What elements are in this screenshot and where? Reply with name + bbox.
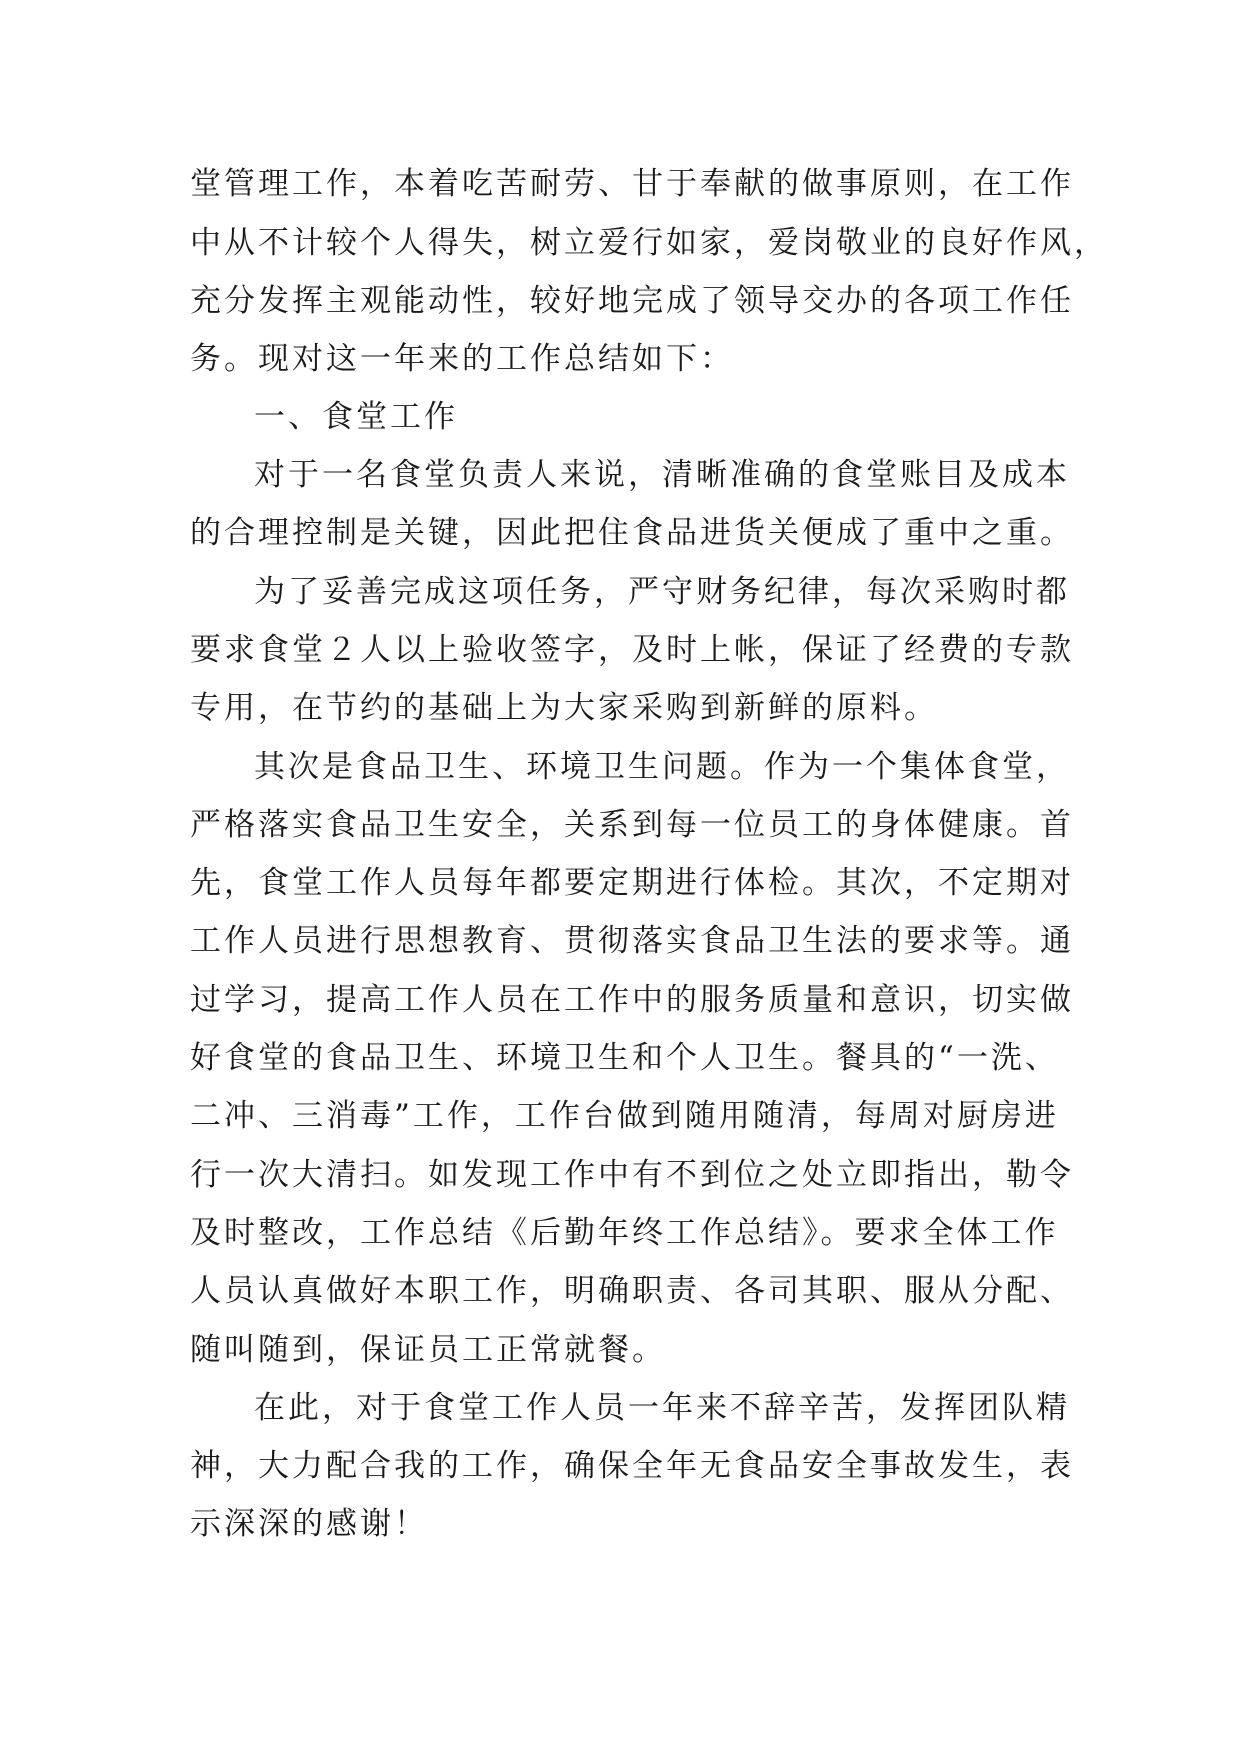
section-heading: 一、食堂工作 xyxy=(254,399,458,435)
text-line: 堂管理工作，本着吃苦耐劳、甘于奉献的做事原则，在工作 xyxy=(190,166,1074,202)
text-line: 务。现对这一年来的工作总结如下： xyxy=(190,341,734,377)
text-line: 人员认真做好本职工作，明确职责、各司其职、服从分配、 xyxy=(190,1273,1074,1309)
text-line: 示深深的感谢！ xyxy=(190,1506,428,1542)
text-line: 神，大力配合我的工作，确保全年无食品安全事故发生，表 xyxy=(190,1448,1074,1484)
text-line: 在此，对于食堂工作人员一年来不辞辛苦，发挥团队精 xyxy=(254,1390,1070,1426)
text-line: 专用，在节约的基础上为大家采购到新鲜的原料。 xyxy=(190,690,938,726)
text-line: 严格落实食品卫生安全，关系到每一位员工的身体健康。首 xyxy=(190,807,1074,843)
text-line: 的合理控制是关键，因此把住食品进货关便成了重中之重。 xyxy=(190,515,1074,551)
text-line: 中从不计较个人得失，树立爱行如家，爱岗敬业的良好作风， xyxy=(190,225,1108,261)
text-line: 为了妥善完成这项任务，严守财务纪律，每次采购时都 xyxy=(254,574,1070,610)
text-line: 其次是食品卫生、环境卫生问题。作为一个集体食堂， xyxy=(254,749,1070,785)
text-line: 随叫随到，保证员工正常就餐。 xyxy=(190,1332,666,1368)
text-line: 二冲、三消毒”工作，工作台做到随用随清，每周对厨房进 xyxy=(190,1098,1059,1134)
text-line: 充分发挥主观能动性，较好地完成了领导交办的各项工作任 xyxy=(190,283,1074,319)
text-line: 要求食堂２人以上验收签字，及时上帐，保证了经费的专款 xyxy=(190,632,1074,668)
text-line: 及时整改，工作总结《后勤年终工作总结》。要求全体工作 xyxy=(190,1215,1059,1251)
text-line: 工作人员进行思想教育、贯彻落实食品卫生法的要求等。通 xyxy=(190,923,1074,959)
text-line: 对于一名食堂负责人来说，清晰准确的食堂账目及成本 xyxy=(254,457,1070,493)
text-line: 过学习，提高工作人员在工作中的服务质量和意识，切实做 xyxy=(190,982,1074,1018)
text-line: 先，食堂工作人员每年都要定期进行体检。其次，不定期对 xyxy=(190,865,1074,901)
text-line: 好食堂的食品卫生、环境卫生和个人卫生。餐具的“一洗、 xyxy=(190,1040,1059,1076)
text-line: 行一次大清扫。如发现工作中有不到位之处立即指出，勒令 xyxy=(190,1157,1074,1193)
